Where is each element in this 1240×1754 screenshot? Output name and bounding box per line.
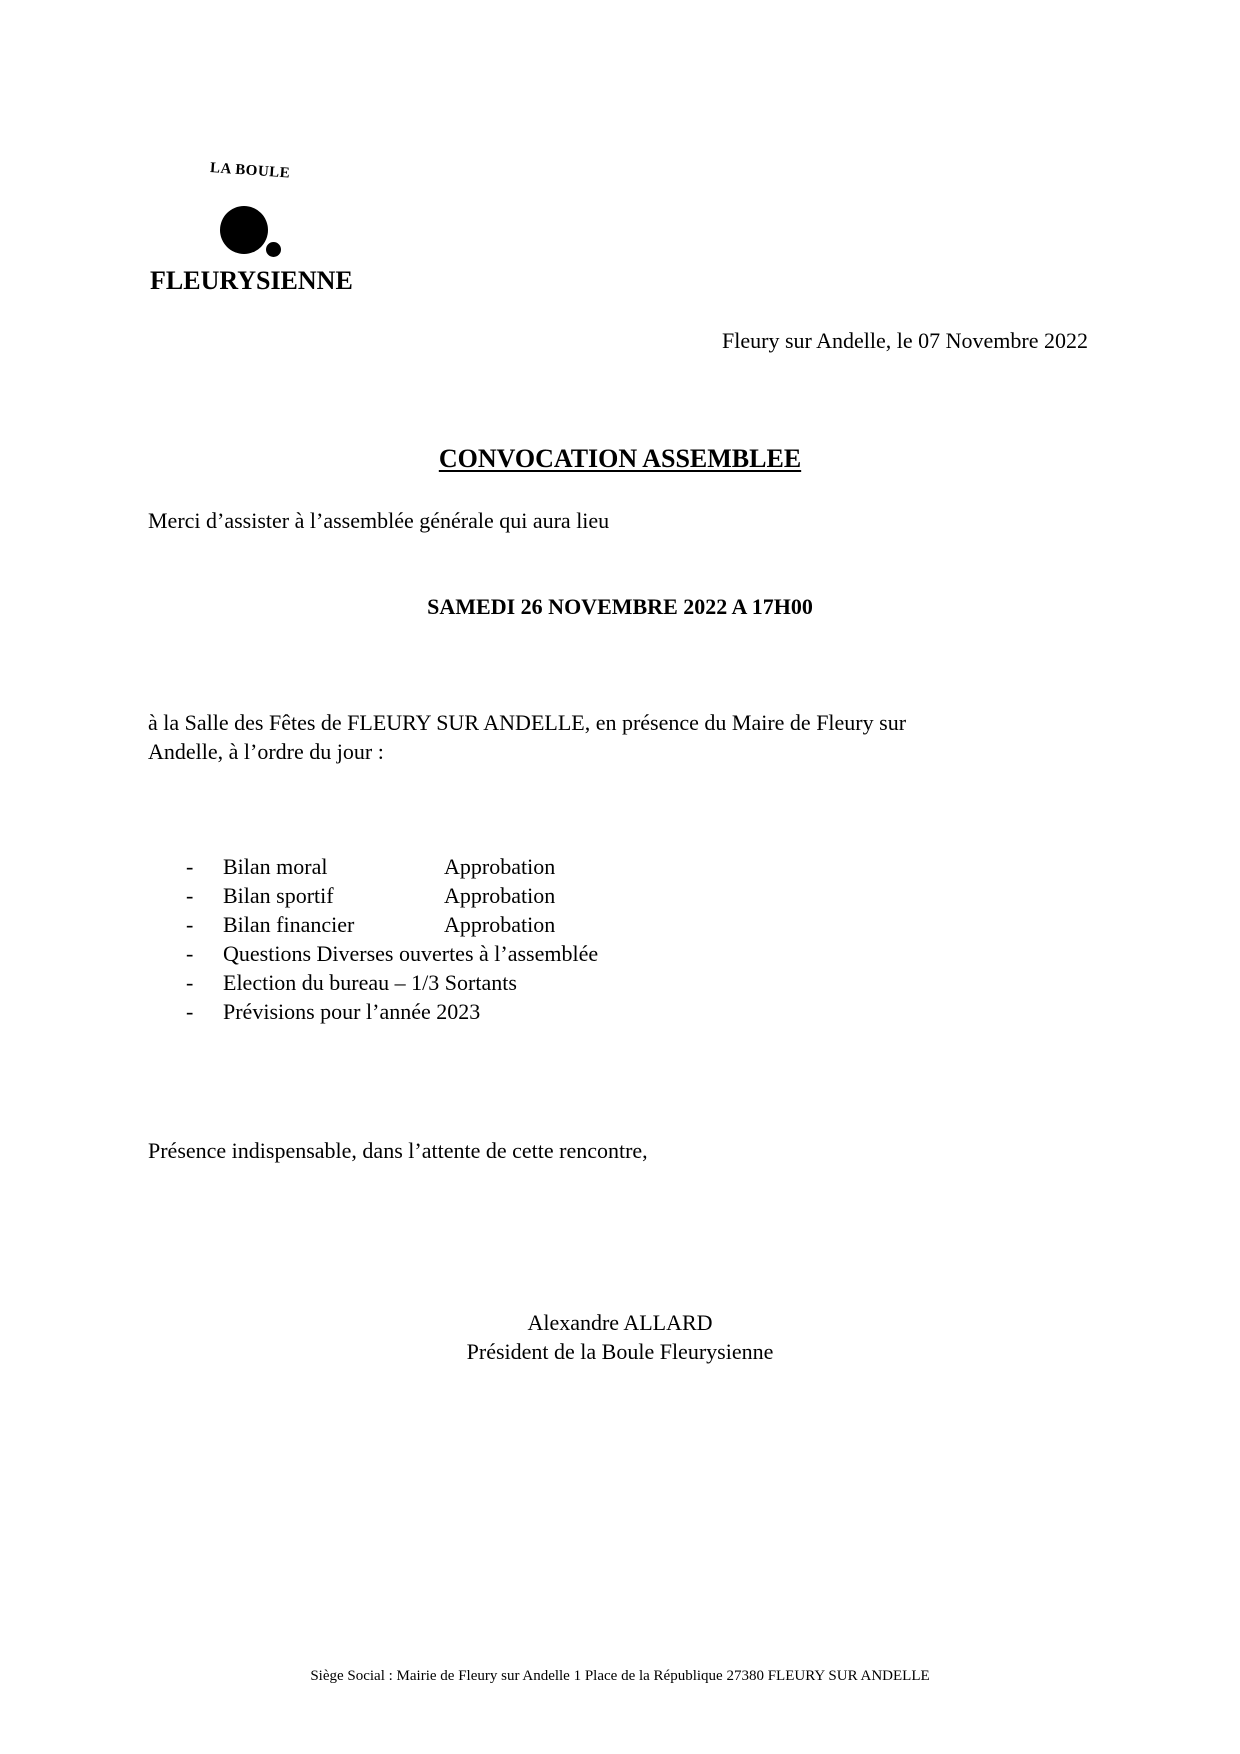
- agenda-bullet: -: [186, 854, 194, 879]
- meeting-datetime: SAMEDI 26 NOVEMBRE 2022 A 17H00: [427, 594, 813, 619]
- agenda-item-label: Election du bureau – 1/3 Sortants: [223, 970, 517, 995]
- agenda-bullet: -: [186, 912, 194, 937]
- document-title: CONVOCATION ASSEMBLEE: [438, 444, 802, 473]
- agenda-bullet: -: [186, 883, 194, 908]
- agenda-item-label: Bilan financier: [223, 912, 355, 937]
- agenda-item-label: Bilan moral: [223, 854, 328, 879]
- agenda-bullet: -: [186, 970, 194, 995]
- logo-large-boule-icon: [220, 206, 268, 254]
- logo-small-cochonnet-icon: [266, 242, 281, 257]
- venue-line-1: à la Salle des Fêtes de FLEURY SUR ANDELLE, en présence du Maire de Fleury sur: [148, 710, 907, 735]
- venue-text: [148, 708, 1048, 766]
- agenda-item-label: Bilan sportif: [223, 883, 334, 908]
- agenda-item-status: Approbation: [444, 854, 556, 879]
- logo-bottom-text: FLEURYSIENNE: [150, 266, 353, 295]
- intro-text: Merci d’assister à l’assemblée générale qui aura lieu: [148, 508, 610, 533]
- agenda-bullet: -: [186, 999, 194, 1024]
- agenda-item-status: Approbation: [444, 883, 556, 908]
- date-line: Fleury sur Andelle, le 07 Novembre 2022: [722, 328, 1088, 353]
- club-logo: [150, 160, 380, 300]
- agenda-bullet: -: [186, 941, 194, 966]
- venue-line-2: Andelle, à l’ordre du jour :: [148, 739, 384, 764]
- logo-top-text: LA BOULE: [209, 160, 291, 182]
- footer-address: Siège Social : Mairie de Fleury sur Andelle 1 Place de la République 27380 FLEURY SUR ANDELLE: [310, 1668, 930, 1684]
- signer-name: Alexandre ALLARD: [527, 1310, 713, 1335]
- agenda-item-status: Approbation: [444, 912, 556, 937]
- agenda-item-label: Questions Diverses ouvertes à l’assemblée: [223, 941, 599, 966]
- signer-title: Président de la Boule Fleurysienne: [466, 1339, 774, 1364]
- agenda-item-label: Prévisions pour l’année 2023: [223, 999, 481, 1024]
- closing-text: Présence indispensable, dans l’attente de cette rencontre,: [148, 1138, 648, 1163]
